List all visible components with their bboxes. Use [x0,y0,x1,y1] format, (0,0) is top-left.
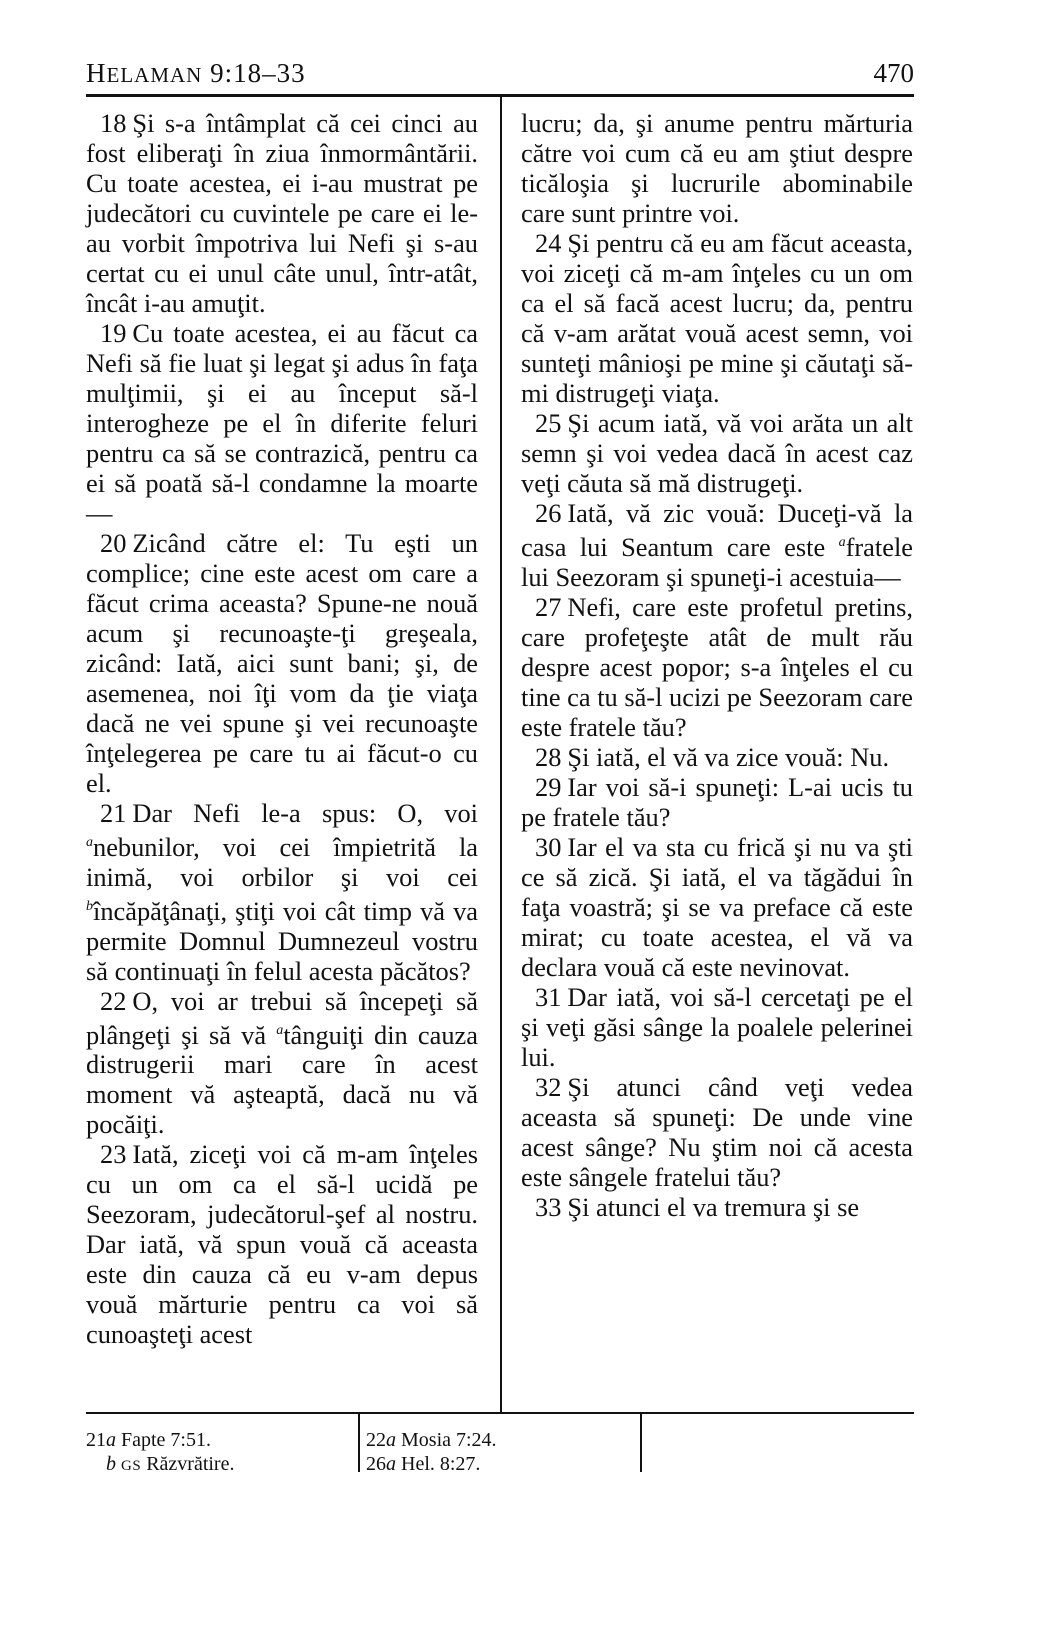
footnote-text: Hel. 8:27. [396,1453,481,1475]
verse-text: Şi acum iată, vă voi arăta un alt semn şi voi vedea dacă în acest caz veţi căuta să mă distrugeţi. [521,408,913,498]
footnote-marker[interactable]: a [276,1022,284,1038]
verse-23 [86,1139,478,1349]
footnote-letter: a [386,1429,396,1451]
verse-text: Dar iată, voi să-l cercetaţi pe el şi veţi găsi sânge la poalele pelerinei lui. [521,981,913,1072]
verse-text: Dar Nefi le-a spus: O, voi [132,798,478,828]
verse-19 [86,318,478,528]
verse-number: 18 [100,108,127,138]
verse-33 [521,1192,913,1222]
verse-20 [86,528,478,798]
footnote-text: Mosia 7:24. [396,1429,497,1451]
footnote-text: Fapte 7:51. [116,1429,211,1451]
verse-text: fratele lui Seezoram şi spuneţi-i acestuia— [521,531,913,592]
footnote-marker[interactable]: a [838,535,846,550]
title-reference: 9:18–33 [210,58,306,88]
verse-text: Iar el va sta cu frică şi nu va şti ce să zică. Şi iată, el va tăgădui în faţa voastră; şi se va preface că este mirat; cu toate acestea, el vă va declara vouă că este nevinovat. [521,831,913,982]
verse-21 [86,798,478,986]
verse-number: 29 [535,771,562,802]
footnote-text: Răzvrătire. [141,1453,235,1475]
verse-31 [521,982,913,1072]
verse-text: Nefi, care este profetul pretins, care profeţeşte atât de mult rău despre acest popor; s-a înţeles el cu tine ca tu să-l ucizi pe Seezoram care este fratele tău? [521,591,913,742]
title-smallcaps: ELAMAN [106,63,203,87]
footnote-column-divider [640,1414,642,1472]
footnote-gs-label: GS [121,1458,142,1474]
verse-25 [521,408,913,498]
footnotes-column-2 [366,1428,497,1476]
verse-text: tânguiţi din cauza distrugerii mari care în acest moment vă aşteaptă, dacă nu vă pocăiţi. [86,1019,478,1140]
verse-number: 32 [535,1071,562,1102]
verse-27 [521,592,913,742]
verse-text: Cu toate acestea, ei au făcut ca Nefi să fie luat şi legat şi adus în faţa mulţimii, şi ei au început să-l interogheze pe el în diferite feluri pentru ca să se contrazică, pentru ca ei să poată să-l condamne la moarte— [86,318,478,528]
verse-number: 23 [100,1139,127,1170]
verse-29 [521,772,913,832]
verse-text: Zicând către el: Tu eşti un complice; cine este acest om care a făcut crima aceasta? Spune-ne nouă acum şi recunoaşte-ţi greşeala, zicând: Iată, aici sunt bani; şi, de asemenea, noi îţi vom da ţie viaţa dacă ne vei spune şi vei recunoaşte înţelegerea pe care tu ai făcut-o cu el. [86,528,478,798]
verse-number: 26 [535,498,562,528]
verse-number: 21 [100,798,127,828]
footnote-marker[interactable]: a [86,835,93,850]
page-number: 470 [873,58,914,88]
verse-number: 27 [535,591,562,622]
footnote-21b[interactable] [86,1452,234,1478]
verse-24 [521,228,913,408]
verse-28 [521,742,913,772]
column-divider [500,96,502,1414]
verse-number: 24 [535,228,562,258]
footnote-marker[interactable]: b [86,898,93,914]
footnote-letter: a [386,1453,396,1475]
verse-text: Şi pentru că eu am făcut aceasta, voi ziceţi că m-am înţeles cu un om ca el să facă acest lucru; da, pentru că v-am arătat vouă acest semn, voi sunteţi mânioşi pe mine şi căutaţi să-mi distrugeţi viaţa. [521,228,913,408]
footnote-rule [86,1412,914,1414]
left-column [86,108,478,1349]
page-header [86,58,914,97]
verse-text: Şi atunci el va tremura şi se [567,1191,860,1222]
verse-text: O, voi ar trebui să începeţi să plângeţi şi să vă [86,985,478,1050]
footnote-verse-ref: 21 [86,1429,106,1451]
footnotes-column-1 [86,1428,234,1478]
verse-32 [521,1072,913,1192]
verse-22 [86,986,478,1140]
verse-number: 33 [535,1191,562,1222]
footnote-column-divider [358,1414,360,1472]
verse-text: Şi s-a întâmplat că cei cinci au fost eliberaţi în ziua înmormântării. Cu toate acestea, ei i-au mustrat pe judecători cu cuvintele pe care ei le-au vorbit împotriva lui Nefi şi s-au certat cu ei unul câte unul, într-atât, încât i-au amuţit. [86,108,478,318]
verse-18 [86,108,478,318]
footnote-verse-ref: 22 [366,1429,386,1451]
verse-number: 28 [535,741,562,772]
verse-text: Iată, vă zic vouă: Duceţi-vă la casa lui Seantum care este [521,498,913,562]
verse-number: 25 [535,408,562,438]
verse-text: Şi iată, el vă va zice vouă: Nu. [567,741,890,772]
title-initial: H [86,58,107,88]
verse-30 [521,832,913,982]
verse-text: Şi atunci când veţi vedea aceasta să spuneţi: De unde vine acest sânge? Nu ştim noi că acesta este sângele fratelui tău? [521,1071,913,1192]
verse-text: Iar voi să-i spuneţi: L-ai ucis tu pe fratele tău? [521,771,913,832]
footnote-verse-ref: 26 [366,1453,386,1475]
right-column [521,108,913,1222]
verse-number: 20 [100,528,127,558]
verse-number: 30 [535,831,562,862]
verse-number: 19 [100,318,127,348]
verse-text: nebunilor, voi cei împietrită la inimă, voi orbilor şi voi cei [86,831,478,892]
footnote-26a[interactable] [366,1452,497,1476]
verse-number: 31 [535,981,562,1012]
verse-text: lucru; da, şi anume pentru mărturia către voi cum că eu am ştiut despre ticăloşia şi lucrurile abominabile care sunt printre voi. [521,108,913,228]
footnote-21a[interactable] [86,1428,234,1452]
footnote-22a[interactable] [366,1428,497,1452]
verse-23-continued [521,108,913,228]
verse-number: 22 [100,985,127,1016]
verse-26 [521,498,913,592]
running-title [86,58,306,89]
footnote-letter: a [106,1429,116,1451]
verse-text: Iată, ziceţi voi că m-am înţeles cu un om ca el să-l ucidă pe Seezoram, judecătorul-şef al nostru. Dar iată, vă spun vouă că aceasta este din cauza că eu v-am depus vouă mărturie pentru ca voi să cunoaşteţi acest [86,1139,478,1350]
verse-text: încăpăţânaţi, ştiţi voi cât timp vă va permite Domnul Dumnezeul vostru să continuaţi în felul acesta păcătos? [86,895,478,986]
footnote-letter: b [106,1453,116,1475]
